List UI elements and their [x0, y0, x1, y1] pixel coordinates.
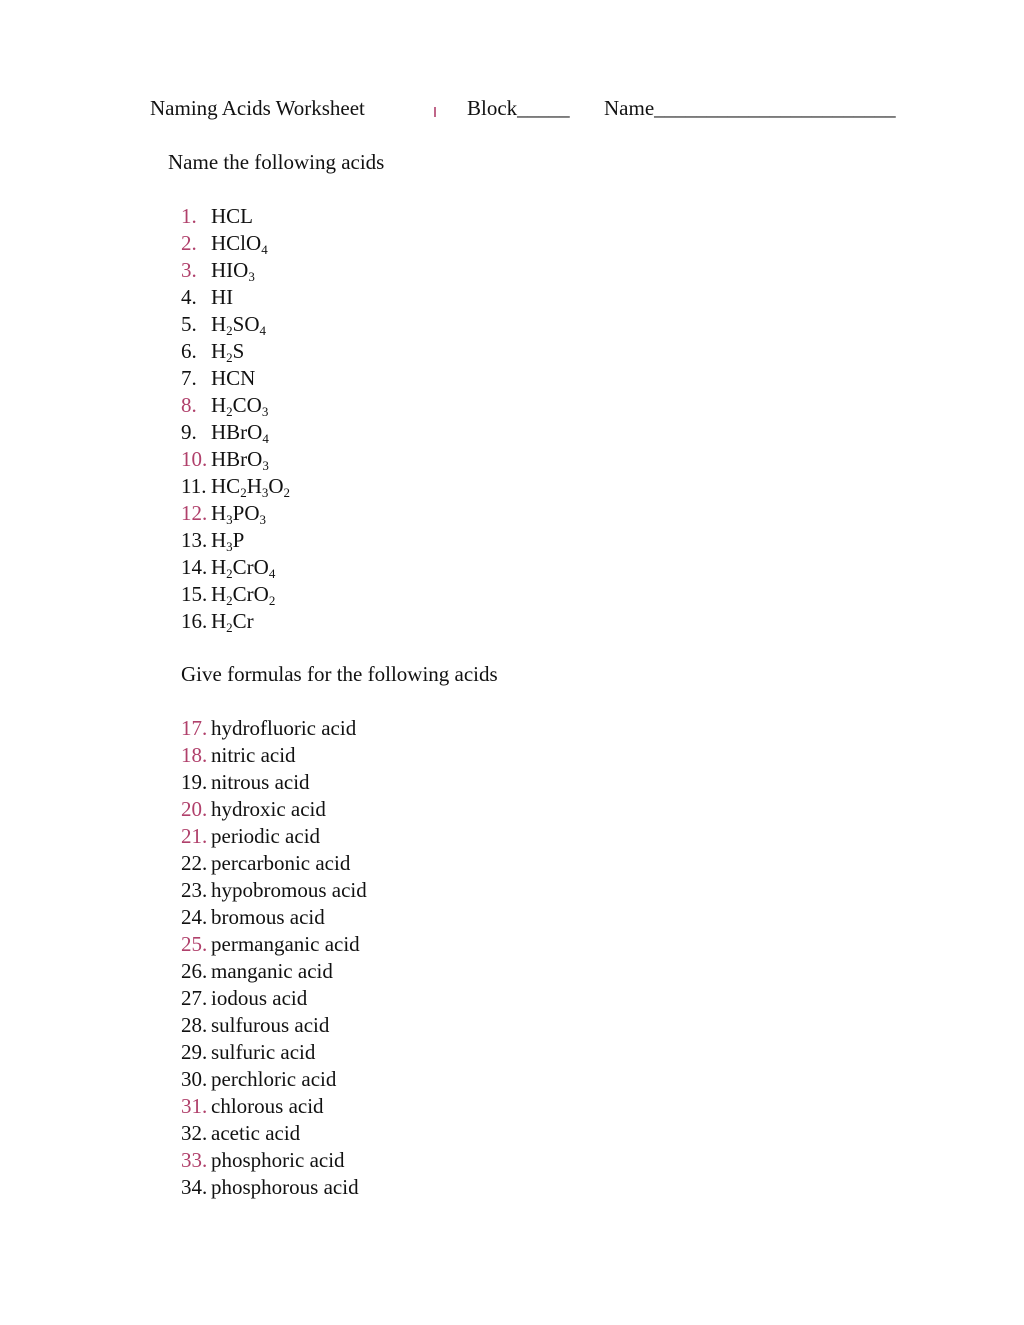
- list-item: [181, 581, 290, 608]
- item-number: 12.: [181, 501, 208, 525]
- list-item: [181, 311, 290, 338]
- formula-part: HClO: [211, 231, 262, 255]
- formula-part: CrO: [232, 555, 269, 579]
- item-text: [211, 797, 326, 821]
- subscript: 2: [226, 593, 233, 608]
- formula-part: sulfuric acid: [211, 1040, 316, 1064]
- item-number: 22.: [181, 851, 208, 875]
- item-number: 11.: [181, 474, 207, 498]
- subscript: 2: [226, 620, 233, 635]
- subscript: 2: [283, 485, 291, 500]
- item-number: 8.: [181, 393, 197, 417]
- formula-part: SO: [232, 312, 260, 336]
- item-text: [211, 609, 254, 633]
- list-item: [181, 230, 290, 257]
- formula-part: H: [211, 393, 227, 417]
- formula-part: H: [211, 555, 227, 579]
- item-text: [211, 366, 255, 390]
- item-number: 17.: [181, 716, 208, 740]
- list-item: [181, 958, 367, 985]
- subscript: 4: [262, 431, 269, 446]
- list-item: [181, 715, 367, 742]
- formula-part: nitrous acid: [211, 770, 310, 794]
- item-number: 34.: [181, 1175, 208, 1199]
- formula-part: CrO: [232, 582, 269, 606]
- formula-part: HCN: [211, 366, 256, 390]
- name-field: Name_______________________: [604, 96, 896, 120]
- worksheet-title: Naming Acids Worksheet: [150, 96, 365, 120]
- give-formulas-list: [181, 715, 367, 1201]
- item-text: [211, 339, 244, 363]
- item-number: 5.: [181, 312, 197, 336]
- list-item: [181, 985, 367, 1012]
- item-text: [211, 1067, 336, 1091]
- item-number: 2.: [181, 231, 197, 255]
- item-text: [211, 312, 266, 336]
- formula-part: P: [232, 528, 245, 552]
- formula-part: nitric acid: [211, 743, 296, 767]
- list-item: [181, 742, 367, 769]
- formula-part: bromous acid: [211, 905, 325, 929]
- subscript: 3: [248, 269, 255, 284]
- item-text: [211, 231, 268, 255]
- item-text: [211, 204, 253, 228]
- formula-part: hypobromous acid: [211, 878, 367, 902]
- formula-part: sulfurous acid: [211, 1013, 330, 1037]
- formula-part: Cr: [232, 609, 254, 633]
- list-item: [181, 257, 290, 284]
- item-number: 29.: [181, 1040, 208, 1064]
- item-text: [211, 1040, 315, 1064]
- item-number: 21.: [181, 824, 208, 848]
- list-item: [181, 419, 290, 446]
- formula-part: perchloric acid: [211, 1067, 337, 1091]
- subscript: 4: [261, 242, 268, 257]
- list-item: [181, 904, 367, 931]
- list-item: [181, 796, 367, 823]
- section-title-give-formulas: Give formulas for the following acids: [181, 662, 498, 686]
- formula-part: HBrO: [211, 420, 263, 444]
- formula-part: H: [211, 312, 227, 336]
- item-text: [211, 959, 333, 983]
- formula-part: HBrO: [211, 447, 263, 471]
- list-item: [181, 473, 290, 500]
- subscript: 2: [226, 323, 233, 338]
- subscript: 4: [268, 566, 276, 581]
- item-text: [211, 770, 310, 794]
- item-text: [211, 501, 266, 525]
- formula-part: H: [211, 609, 227, 633]
- formula-part: H: [211, 582, 227, 606]
- item-text: [211, 474, 290, 498]
- item-text: [211, 393, 268, 417]
- formula-part: hydrofluoric acid: [211, 716, 357, 740]
- item-text: [211, 258, 255, 282]
- subscript: 2: [226, 566, 233, 581]
- formula-part: PO: [232, 501, 260, 525]
- item-number: 24.: [181, 905, 208, 929]
- list-item: [181, 446, 290, 473]
- item-text: [211, 986, 307, 1010]
- list-item: [181, 877, 367, 904]
- formula-part: percarbonic acid: [211, 851, 351, 875]
- item-text: [211, 716, 356, 740]
- formula-part: O: [268, 474, 284, 498]
- formula-part: manganic acid: [211, 959, 333, 983]
- item-text: [211, 528, 244, 552]
- item-text: [211, 285, 233, 309]
- subscript: 2: [226, 350, 233, 365]
- formula-part: CO: [232, 393, 262, 417]
- list-item: [181, 338, 290, 365]
- list-item: [181, 554, 290, 581]
- item-number: 9.: [181, 420, 197, 444]
- formula-part: acetic acid: [211, 1121, 301, 1145]
- list-item: [181, 608, 290, 635]
- subscript: 4: [259, 323, 267, 338]
- item-text: [211, 878, 367, 902]
- item-number: 28.: [181, 1013, 208, 1037]
- subscript: 2: [226, 404, 233, 419]
- worksheet-header: [150, 95, 950, 125]
- subscript: 2: [268, 593, 276, 608]
- list-item: [181, 823, 367, 850]
- subscript: 3: [226, 539, 233, 554]
- item-number: 23.: [181, 878, 208, 902]
- item-number: 3.: [181, 258, 197, 282]
- list-item: [181, 1066, 367, 1093]
- item-number: 13.: [181, 528, 208, 552]
- item-text: [211, 1121, 300, 1145]
- item-text: [211, 905, 325, 929]
- list-item: [181, 392, 290, 419]
- subscript: 3: [262, 458, 269, 473]
- formula-part: phosphorous acid: [211, 1175, 359, 1199]
- item-number: 14.: [181, 555, 208, 579]
- item-text: [211, 932, 360, 956]
- list-item: [181, 850, 367, 877]
- list-item: [181, 1120, 367, 1147]
- item-text: [211, 420, 269, 444]
- item-number: 18.: [181, 743, 208, 767]
- item-number: 10.: [181, 447, 208, 471]
- list-item: [181, 1012, 367, 1039]
- item-text: [211, 447, 269, 471]
- item-number: 25.: [181, 932, 208, 956]
- item-number: 1.: [181, 204, 197, 228]
- formula-part: S: [232, 339, 245, 363]
- block-field: Block_____: [467, 96, 570, 120]
- formula-part: chlorous acid: [211, 1094, 324, 1118]
- item-number: 27.: [181, 986, 208, 1010]
- list-item: [181, 1147, 367, 1174]
- item-number: 33.: [181, 1148, 208, 1172]
- formula-part: H: [211, 528, 227, 552]
- subscript: 3: [261, 404, 269, 419]
- subscript: 3: [259, 512, 267, 527]
- formula-part: H: [211, 339, 227, 363]
- section-title-name-acids: Name the following acids: [168, 150, 385, 174]
- subscript: 3: [261, 485, 269, 500]
- item-text: [211, 1175, 359, 1199]
- item-number: 26.: [181, 959, 208, 983]
- list-item: [181, 1039, 367, 1066]
- list-item: [181, 527, 290, 554]
- list-item: [181, 500, 290, 527]
- formula-part: HCL: [211, 204, 253, 228]
- item-number: 15.: [181, 582, 208, 606]
- item-text: [211, 824, 320, 848]
- list-item: [181, 769, 367, 796]
- item-number: 19.: [181, 770, 208, 794]
- formula-part: hydroxic acid: [211, 797, 326, 821]
- list-item: [181, 365, 290, 392]
- item-number: 7.: [181, 366, 197, 390]
- list-item: [181, 284, 290, 311]
- formula-part: HIO: [211, 258, 249, 282]
- item-number: 20.: [181, 797, 208, 821]
- formula-part: HC: [211, 474, 241, 498]
- formula-part: H: [211, 501, 227, 525]
- item-text: [211, 1148, 345, 1172]
- list-item: [181, 931, 367, 958]
- name-acids-list: [181, 203, 290, 635]
- item-number: 16.: [181, 609, 208, 633]
- formula-part: HI: [211, 285, 234, 309]
- formula-part: H: [246, 474, 262, 498]
- subscript: 2: [240, 485, 247, 500]
- item-text: [211, 582, 275, 606]
- item-number: 30.: [181, 1067, 208, 1091]
- formula-part: periodic acid: [211, 824, 321, 848]
- subscript: 3: [226, 512, 233, 527]
- item-text: [211, 743, 296, 767]
- item-text: [211, 1013, 329, 1037]
- item-number: 31.: [181, 1094, 208, 1118]
- item-text: [211, 1094, 324, 1118]
- formula-part: permanganic acid: [211, 932, 360, 956]
- edit-mark-icon: [434, 107, 439, 117]
- formula-part: phosphoric acid: [211, 1148, 345, 1172]
- formula-part: iodous acid: [211, 986, 308, 1010]
- item-text: [211, 555, 275, 579]
- item-number: 32.: [181, 1121, 208, 1145]
- item-text: [211, 851, 350, 875]
- list-item: [181, 203, 290, 230]
- list-item: [181, 1093, 367, 1120]
- item-number: 4.: [181, 285, 197, 309]
- list-item: [181, 1174, 367, 1201]
- item-number: 6.: [181, 339, 197, 363]
